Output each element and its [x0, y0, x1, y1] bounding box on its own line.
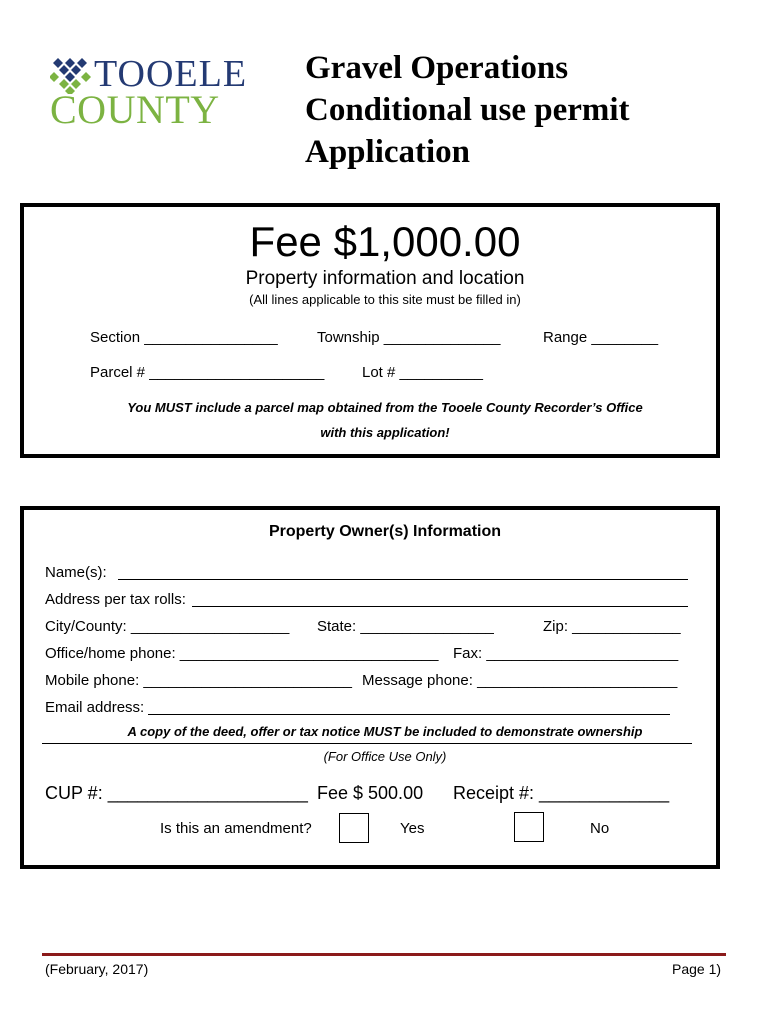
no-label: No [590, 820, 610, 837]
email-input-line[interactable] [148, 714, 670, 715]
range-field[interactable]: Range ________ [543, 329, 659, 346]
lot-field[interactable]: Lot # __________ [362, 364, 483, 381]
township-field[interactable]: Township ______________ [317, 329, 501, 346]
amendment-no-checkbox[interactable] [514, 812, 544, 842]
cup-number-field[interactable]: CUP #: ____________________ [45, 783, 308, 803]
property-info-note: (All lines applicable to this site must be filled in) [249, 292, 521, 307]
amendment-yes-checkbox[interactable] [339, 813, 369, 843]
tooele-county-logo [50, 53, 250, 132]
owner-info-heading: Property Owner(s) Information [268, 523, 502, 540]
footer-rule [42, 953, 726, 956]
office-use-label: (For Office Use Only) [323, 749, 447, 764]
parcel-map-warning-line-2: with this application! [320, 425, 450, 440]
footer-page-number: Page 1) [672, 961, 722, 977]
city-county-field[interactable]: City/County: ___________________ [45, 618, 290, 635]
logo-text-county: COUNTY [50, 87, 220, 132]
fax-field[interactable]: Fax: _______________________ [453, 645, 679, 662]
title-line-1: Gravel Operations [305, 50, 569, 86]
names-input-line[interactable] [118, 579, 688, 580]
state-field[interactable]: State: ________________ [317, 618, 494, 635]
property-info-heading: Property information and location [245, 268, 525, 289]
receipt-number-field[interactable]: Receipt #: _____________ [453, 783, 670, 803]
section-field[interactable]: Section ________________ [90, 329, 278, 346]
amendment-question: Is this an amendment? [160, 820, 312, 837]
message-phone-field[interactable]: Message phone: ________________________ [362, 672, 678, 689]
address-label: Address per tax rolls: [45, 591, 186, 608]
footer-date: (February, 2017) [45, 961, 149, 977]
parcel-map-warning-line-1: You MUST include a parcel map obtained from the Tooele County Recorder’s Office [127, 400, 643, 415]
parcel-field[interactable]: Parcel # _____________________ [90, 364, 325, 381]
zip-field[interactable]: Zip: _____________ [543, 618, 681, 635]
mobile-phone-field[interactable]: Mobile phone: _________________________ [45, 672, 352, 689]
title-line-3: Application [305, 134, 471, 170]
fee-heading: Fee $1,000.00 [249, 218, 521, 265]
office-use-divider [42, 743, 692, 744]
yes-label: Yes [400, 820, 425, 837]
office-phone-field[interactable]: Office/home phone: _______________________________ [45, 645, 439, 662]
address-input-line[interactable] [192, 606, 688, 607]
fee-500-label: Fee $ 500.00 [317, 783, 424, 803]
title-line-2: Conditional use permit [305, 92, 630, 128]
deed-note: A copy of the deed, offer or tax notice MUST be included to demonstrate ownership [127, 724, 643, 739]
logo-text-tooele: TOOELE [94, 53, 248, 95]
email-label: Email address: [45, 699, 145, 716]
names-label: Name(s): [45, 564, 107, 581]
